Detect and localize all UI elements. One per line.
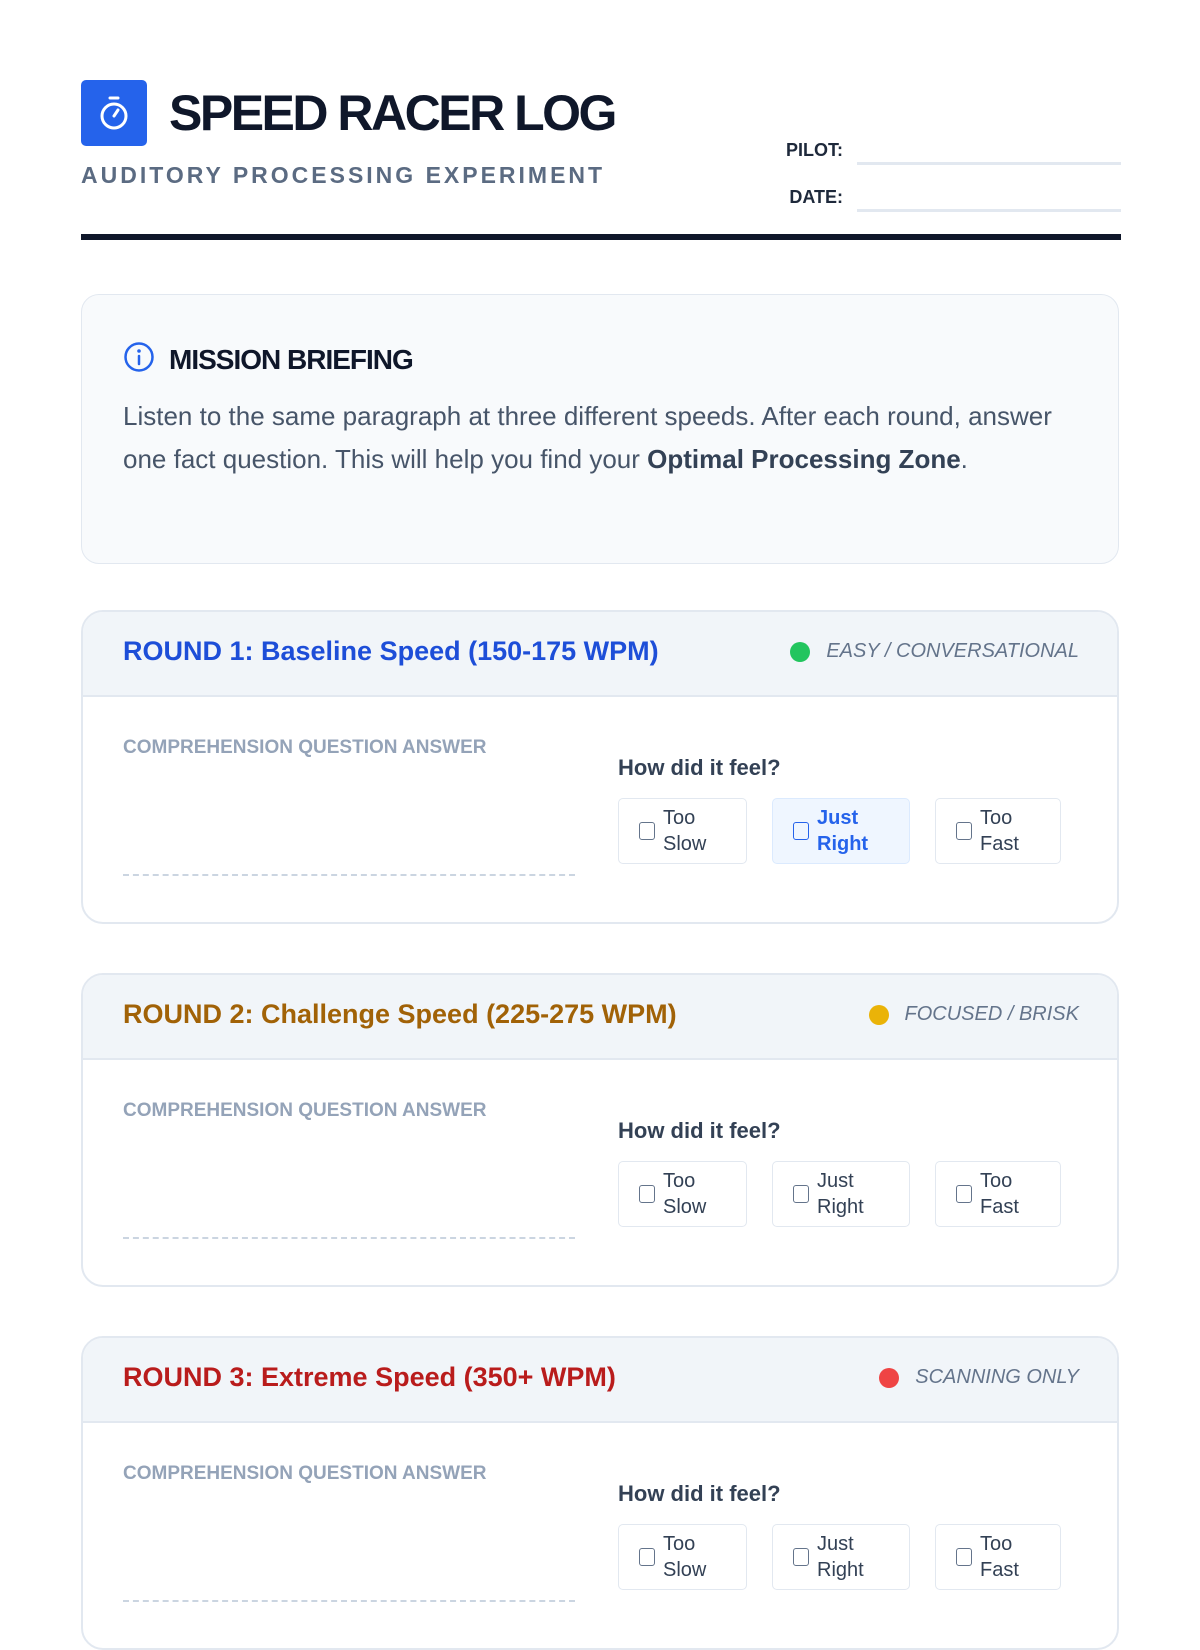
worksheet-page <box>81 80 1121 1581</box>
option-label: Just Right <box>817 1170 864 1218</box>
page-header <box>81 80 1121 240</box>
checkbox[interactable] <box>639 1548 655 1566</box>
option-just-right[interactable] <box>772 1161 910 1227</box>
round-header <box>83 1338 1117 1423</box>
briefing-text-end: . <box>960 444 968 474</box>
checkbox[interactable] <box>793 1548 809 1566</box>
round-card-1 <box>81 610 1119 924</box>
option-label: Just Right <box>817 807 869 855</box>
briefing-text-part: Listen to the same paragraph at three different speeds. After each round, answer one fact question. This will help you find your <box>123 401 1052 474</box>
answer-field[interactable] <box>123 1237 575 1239</box>
pilot-field[interactable] <box>857 136 1121 165</box>
briefing-text <box>123 395 1073 481</box>
round-card-3 <box>81 1336 1119 1650</box>
round-tag <box>790 640 1079 663</box>
info-icon <box>123 341 155 378</box>
status-dot <box>790 642 810 662</box>
round-tag <box>879 1366 1079 1389</box>
briefing-title: MISSION BRIEFING <box>169 343 413 375</box>
date-field[interactable] <box>857 183 1121 212</box>
option-too-fast[interactable] <box>935 1524 1061 1590</box>
answer-label: COMPREHENSION QUESTION ANSWER <box>123 737 487 758</box>
briefing-header <box>123 341 413 378</box>
option-label: Too Slow <box>663 1533 707 1581</box>
checkbox[interactable] <box>956 822 972 840</box>
answer-field[interactable] <box>123 874 575 876</box>
pilot-row <box>767 118 1121 165</box>
option-too-slow[interactable] <box>618 1524 747 1590</box>
option-too-fast[interactable] <box>935 1161 1061 1227</box>
pilot-date-fields <box>767 118 1121 212</box>
page-subtitle: AUDITORY PROCESSING EXPERIMENT <box>81 162 606 188</box>
option-label: Too Fast <box>980 1170 1019 1218</box>
round-tag-label: EASY / CONVERSATIONAL <box>826 640 1079 662</box>
option-label: Too Slow <box>663 1170 707 1218</box>
page-title: SPEED RACER LOG <box>169 85 615 141</box>
feel-question: How did it feel? <box>618 755 781 780</box>
option-label: Too Fast <box>980 1533 1019 1581</box>
feel-question: How did it feel? <box>618 1118 781 1143</box>
round-card-2 <box>81 973 1119 1287</box>
option-too-fast[interactable] <box>935 798 1061 864</box>
option-too-slow[interactable] <box>618 1161 747 1227</box>
status-dot <box>879 1368 899 1388</box>
option-label: Too Slow <box>663 807 707 855</box>
briefing-text-emphasis: Optimal Processing Zone <box>647 444 961 474</box>
checkbox[interactable] <box>956 1548 972 1566</box>
checkbox[interactable] <box>639 1185 655 1203</box>
date-row <box>767 165 1121 212</box>
brand <box>81 80 615 146</box>
round-tag <box>869 1003 1079 1026</box>
mission-briefing <box>81 294 1119 564</box>
date-label: DATE: <box>789 187 843 207</box>
feel-question: How did it feel? <box>618 1481 781 1506</box>
round-header <box>83 975 1117 1060</box>
checkbox[interactable] <box>793 1185 809 1203</box>
checkbox[interactable] <box>639 822 655 840</box>
option-label: Too Fast <box>980 807 1019 855</box>
round-tag-label: FOCUSED / BRISK <box>904 1003 1079 1025</box>
answer-field[interactable] <box>123 1600 575 1602</box>
checkbox[interactable] <box>956 1185 972 1203</box>
checkbox[interactable] <box>793 822 809 840</box>
round-tag-label: SCANNING ONLY <box>915 1366 1079 1388</box>
round-title: ROUND 3: Extreme Speed (350+ WPM) <box>123 1362 616 1392</box>
round-title: ROUND 1: Baseline Speed (150-175 WPM) <box>123 636 659 666</box>
header-divider <box>81 234 1121 240</box>
status-dot <box>869 1005 889 1025</box>
stopwatch-icon <box>81 80 147 146</box>
round-title: ROUND 2: Challenge Speed (225-275 WPM) <box>123 999 677 1029</box>
option-label: Just Right <box>817 1533 864 1581</box>
round-header <box>83 612 1117 697</box>
option-too-slow[interactable] <box>618 798 747 864</box>
option-just-right[interactable] <box>772 1524 910 1590</box>
answer-label: COMPREHENSION QUESTION ANSWER <box>123 1100 487 1121</box>
answer-label: COMPREHENSION QUESTION ANSWER <box>123 1463 487 1484</box>
option-just-right[interactable] <box>772 798 910 864</box>
pilot-label: PILOT: <box>786 140 843 160</box>
